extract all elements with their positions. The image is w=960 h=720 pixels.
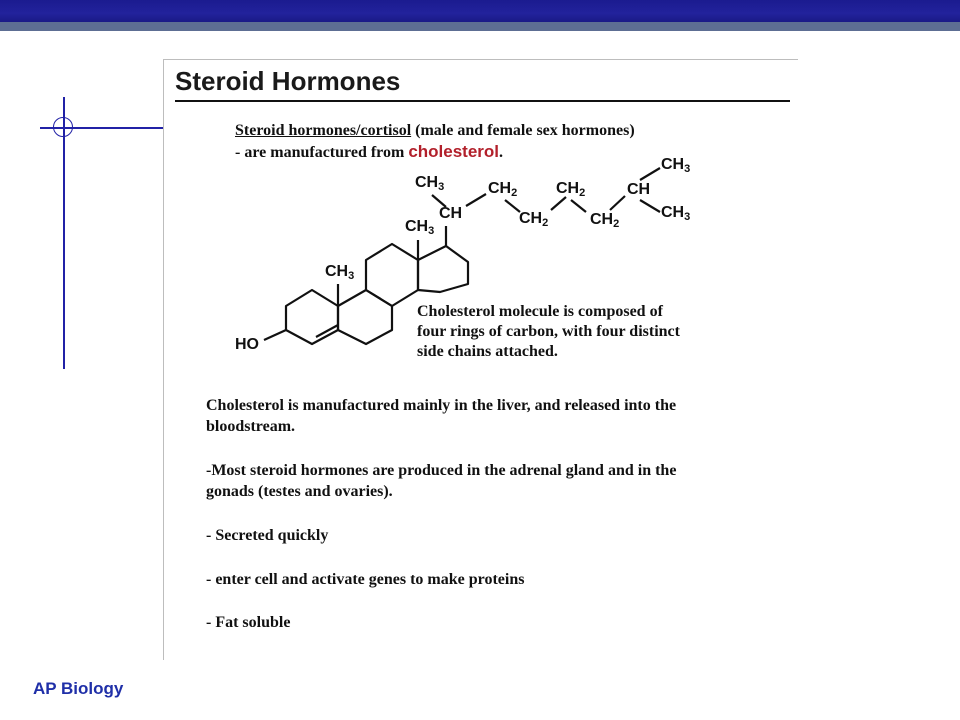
body-line: - enter cell and activate genes to make proteins — [206, 571, 525, 588]
label-ho: HO — [235, 336, 259, 353]
slide-title: Steroid Hormones — [175, 66, 401, 96]
body-line: -Most steroid hormones are produced in the adrenal gland and in the — [206, 462, 677, 479]
body-paragraph-liver — [206, 395, 676, 437]
label-ch3-lower-right: $CH_3$ — [661, 204, 691, 223]
label-ch-1: CH — [439, 205, 463, 222]
body-paragraph-adrenal — [206, 460, 676, 502]
ring-a — [286, 290, 338, 344]
intro-line-1-rest: (male and female sex hormones) — [411, 122, 635, 139]
label-ch3-upper-right: $CH_3$ — [661, 156, 691, 175]
label-ch2-1: $CH_2$ — [488, 180, 518, 199]
label-ch2-4: $CH_2$ — [590, 211, 620, 230]
side-chain-bond-6 — [571, 200, 586, 212]
label-ch-2: CH — [627, 181, 651, 198]
molecule-caption — [417, 302, 680, 362]
body-line: bloodstream. — [206, 418, 296, 435]
body-line: gonads (testes and ovaries). — [206, 483, 393, 500]
side-chain-bond-8 — [640, 168, 660, 180]
label-ch2-2: $CH_2$ — [519, 210, 549, 229]
body-line: - Fat soluble — [206, 614, 291, 631]
label-ch2-3: $CH_2$ — [556, 180, 586, 199]
caption-line: side chains attached. — [417, 343, 558, 360]
body-paragraph-secreted — [206, 525, 328, 546]
side-chain-bond-7 — [610, 196, 625, 210]
ring-c — [366, 244, 418, 306]
intro-line-2-prefix: - are manufactured from — [235, 144, 409, 161]
footer-label: AP Biology — [33, 679, 124, 698]
cholesterol-highlight: cholesterol — [408, 142, 500, 161]
body-paragraph-genes — [206, 569, 524, 590]
label-ch3-ring-a: $CH_3$ — [325, 263, 355, 282]
body-line: Cholesterol is manufactured mainly in the liver, and released into the — [206, 397, 677, 414]
caption-line: Cholesterol molecule is composed of — [417, 303, 663, 320]
body-paragraph-fat-soluble — [206, 612, 290, 633]
ring-d — [418, 246, 468, 292]
side-chain-bond-3 — [466, 194, 486, 206]
body-line: - Secreted quickly — [206, 527, 329, 544]
intro-line-2-suffix: . — [499, 144, 504, 161]
ring-b — [338, 290, 392, 344]
intro-underlined-term: Steroid hormones/cortisol — [235, 122, 412, 139]
side-chain-bond-4 — [505, 200, 520, 212]
label-ch3-ring-c: $CH_3$ — [405, 218, 435, 237]
side-chain-bond-9 — [640, 200, 660, 212]
caption-line: four rings of carbon, with four distinct — [417, 323, 680, 340]
label-ch3-top: $CH_3$ — [415, 174, 445, 193]
ho-bond — [264, 330, 286, 340]
